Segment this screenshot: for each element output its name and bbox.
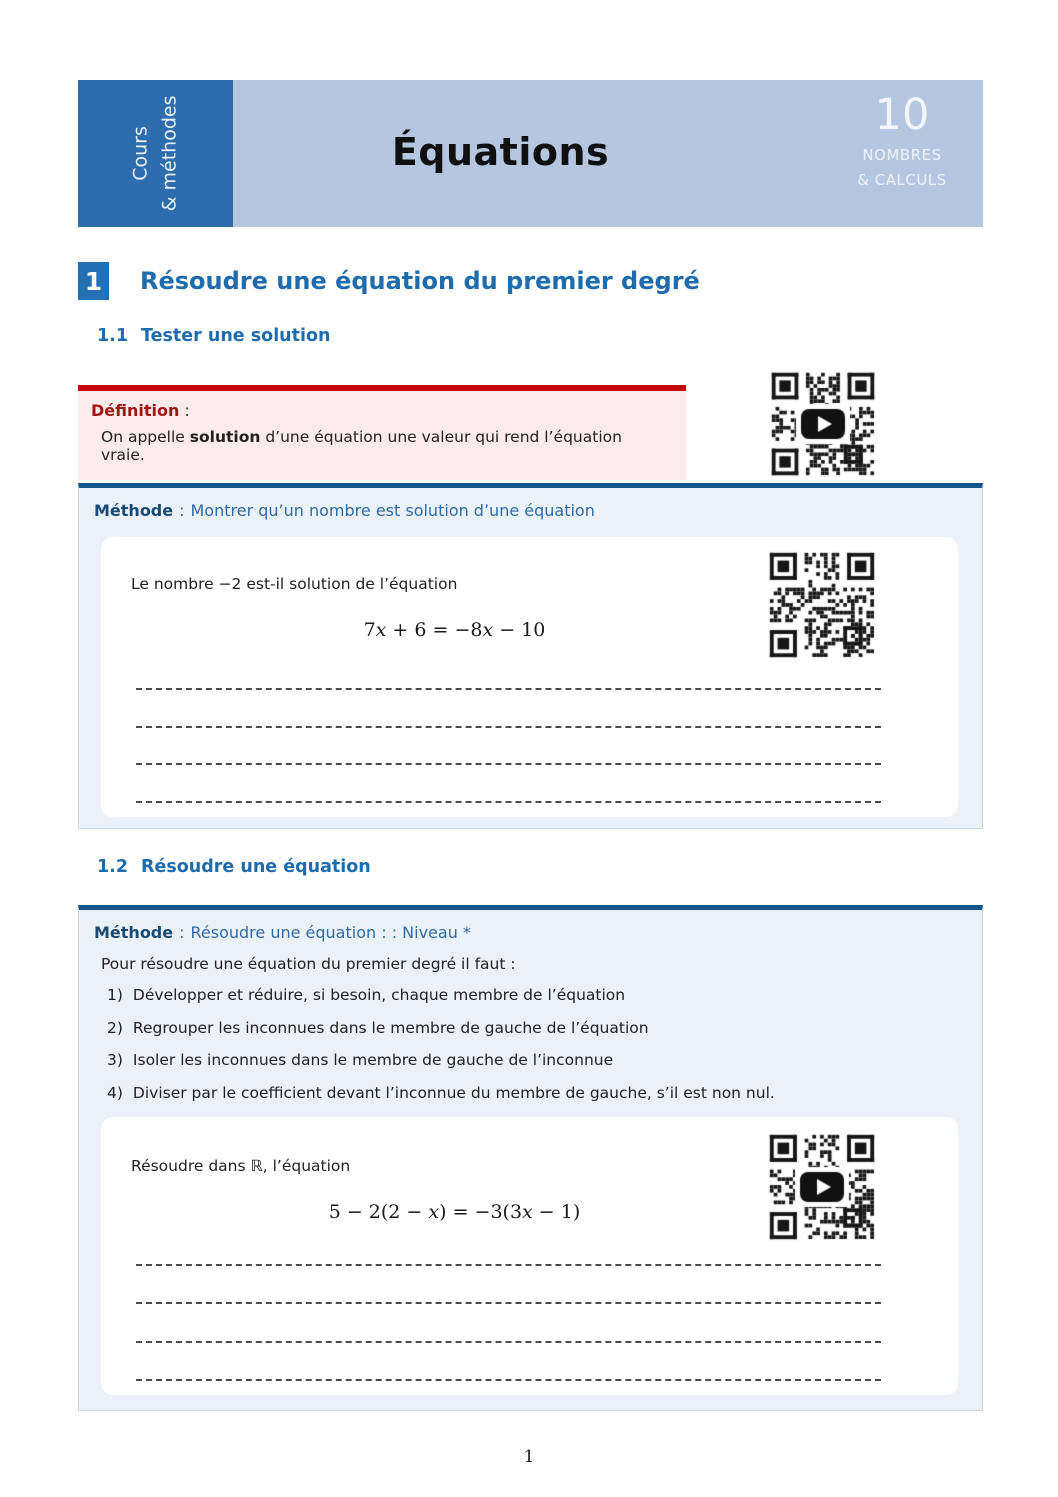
exercise-2-prompt: Résoudre dans ℝ, l’équation xyxy=(131,1157,351,1175)
answer-line xyxy=(136,726,881,728)
subsection-number: 1.2 xyxy=(97,857,129,877)
method-label: Méthode xyxy=(94,923,174,942)
subsection-title: Tester une solution xyxy=(141,326,331,346)
subsection-number: 1.1 xyxy=(97,326,129,346)
section-title: Résoudre une équation du premier degré xyxy=(140,267,700,295)
method-colon: : xyxy=(179,923,185,942)
method-step: 4) Diviser par le coefficient devant l’inconnue du membre de gauche, s’il est non nul. xyxy=(107,1083,775,1102)
exercise-1-prompt: Le nombre −2 est-il solution de l’équation xyxy=(131,575,458,593)
exercise-card-1 xyxy=(101,537,958,817)
course-type-line1: Cours xyxy=(129,126,152,181)
answer-line xyxy=(136,801,881,803)
answer-line xyxy=(136,1379,881,1381)
method-1-heading xyxy=(79,488,982,520)
method-2-heading xyxy=(79,910,982,942)
page-number: 1 xyxy=(523,1447,535,1467)
definition-colon: : xyxy=(184,401,190,420)
method-box-2 xyxy=(78,905,983,1411)
definition-label: Définition xyxy=(91,401,180,420)
section-number-box: 1 xyxy=(78,262,109,300)
definition-heading xyxy=(91,401,670,420)
method-step: 3) Isoler les inconnues dans le membre de gauche de l’inconnue xyxy=(107,1051,614,1069)
answer-line xyxy=(136,1341,881,1343)
chapter-theme-line1: NOMBRES xyxy=(862,146,942,165)
subsection-1-1-heading xyxy=(97,326,331,346)
qr-code-exercise-1[interactable] xyxy=(766,549,878,661)
document-title: Équations xyxy=(391,129,610,174)
subsection-1-2-heading xyxy=(97,857,371,877)
chapter-info xyxy=(837,92,967,189)
qr-code-exercise-2-video-icon[interactable] xyxy=(766,1131,878,1243)
method-subtitle: Résoudre une équation : : Niveau * xyxy=(190,923,471,942)
method-subtitle: Montrer qu’un nombre est solution d’une équation xyxy=(190,501,595,520)
answer-line xyxy=(136,763,881,765)
method-2-intro: Pour résoudre une équation du premier degré il faut : xyxy=(101,955,516,973)
qr-code-definition-video-icon[interactable] xyxy=(768,369,878,479)
chapter-number: 10 xyxy=(874,90,930,140)
exercise-card-2 xyxy=(101,1117,958,1395)
exercise-2-equation: 5 − 2(2 − x) = −3(3x − 1) xyxy=(328,1201,581,1223)
method-2-steps xyxy=(107,985,775,1115)
section-1-heading xyxy=(78,262,700,300)
method-step: 2) Regrouper les inconnues dans le membre de gauche de l’équation xyxy=(107,1018,649,1037)
method-colon: : xyxy=(179,501,185,520)
answer-line xyxy=(136,1264,881,1266)
exercise-1-equation: 7x + 6 = −8x − 10 xyxy=(363,619,546,641)
definition-text: On appelle solution d’une équation une valeur qui rend l’équation vraie. xyxy=(101,428,622,464)
answer-line xyxy=(136,1302,881,1304)
definition-box xyxy=(78,385,686,480)
course-type-line2: & méthodes xyxy=(158,95,181,212)
header-banner xyxy=(78,80,983,227)
method-step: 1) Développer et réduire, si besoin, chaque membre de l’équation xyxy=(107,986,626,1004)
chapter-theme-line2: & CALCULS xyxy=(857,171,947,190)
method-label: Méthode xyxy=(94,501,174,520)
subsection-title: Résoudre une équation xyxy=(141,857,371,877)
method-box-1 xyxy=(78,483,983,829)
answer-line xyxy=(136,688,881,690)
